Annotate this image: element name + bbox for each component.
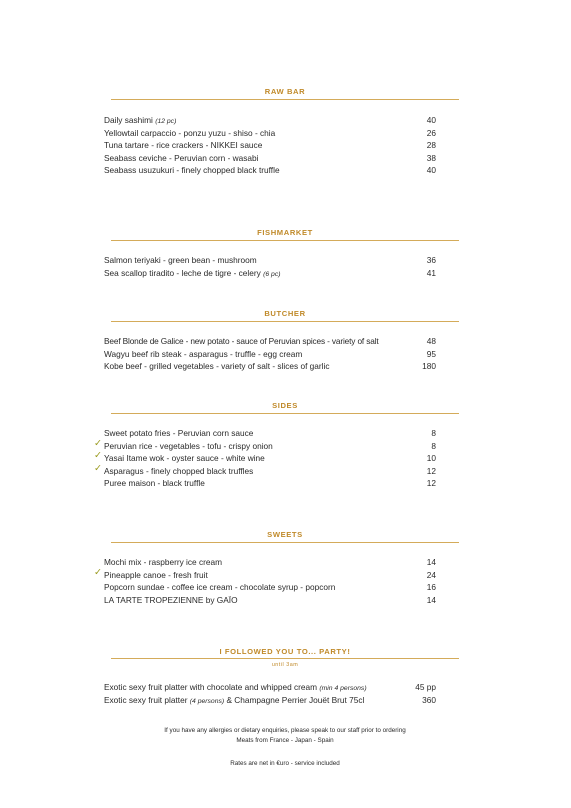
item-price: 14 [426,594,436,605]
item-price: 41 [426,267,436,278]
item-name: Seabass usuzukuri - finely chopped black truffle [104,165,280,175]
menu-item [94,437,436,452]
menu-item [104,556,436,568]
item-name: Yasai Itame wok - oyster sauce - white wine [104,453,265,463]
section-title-fishmarket: FISHMARKET [257,228,313,237]
section-divider [111,542,459,543]
item-price: 36 [426,255,436,265]
menu-item [104,164,436,176]
item-price: 38 [426,152,436,163]
item-name: Wagyu beef rib steak - asparagus - truffle - egg cream [104,348,303,359]
menu-item [94,462,436,477]
item-price: 26 [426,127,436,138]
item-name: Exotic sexy fruit platter (4 persons) & Champagne Perrier Jouët Brut 75cl [104,694,365,705]
item-price: 360 [422,694,436,705]
checkmark-icon: ✓ [94,566,102,578]
menu-item [104,594,436,606]
item-name: Sweet potato fries - Peruvian corn sauce [104,428,254,438]
menu-item [94,450,436,464]
item-name: Yellowtail carpaccio - ponzu yuzu - shiso - chia [104,127,276,138]
section-title-butcher: BUTCHER [264,309,306,318]
item-price: 14 [426,557,436,567]
section-title-party: I FOLLOWED YOU TO... PARTY! [219,647,351,656]
item-price: 180 [422,361,436,371]
rates-note: Rates are net in €uro - service included [230,760,340,767]
section-title-sides: SIDES [272,401,298,410]
item-name: Popcorn sundae - coffee ice cream - chocolate syrup - popcorn [104,582,336,592]
checkmark-icon: ✓ [94,450,102,461]
item-name: Exotic sexy fruit platter with chocolate and whipped cream (min 4 persons) [104,682,367,692]
item-name: Peruvian rice - vegetables - tofu - crispy onion [104,440,273,451]
item-price: 8 [431,440,436,451]
checkmark-icon: ✓ [94,437,102,449]
menu-item [104,335,436,347]
section-divider [111,321,459,322]
menu-item [104,681,436,693]
section-divider [111,99,459,100]
item-note: (12 pc) [155,118,177,125]
menu-item [104,139,436,151]
item-price: 95 [426,348,436,359]
section-divider [111,240,459,241]
menu-item [104,127,436,139]
menu-item [104,114,436,126]
item-price: 28 [426,140,436,150]
section-subtitle: until 3am [271,662,299,668]
item-price: 16 [426,582,436,592]
item-name: Puree maison - black truffle [104,478,205,488]
item-name: Asparagus - finely chopped black truffles [104,465,254,476]
section-divider [111,413,459,414]
menu-item [104,694,436,706]
menu-item [104,427,436,439]
item-price: 24 [426,569,436,580]
allergy-notice: If you have any allergies or dietary enquiries, please speak to our staff prior to ordering [164,727,406,734]
item-price: 10 [426,453,436,463]
item-price: 12 [426,478,436,488]
menu-item [104,581,436,593]
item-price: 8 [431,428,436,438]
item-name: Seabass ceviche - Peruvian corn - wasabi [104,152,259,163]
item-name: Tuna tartare - rice crackers - NIKKEI sauce [104,140,263,150]
item-note: (min 4 persons) [319,685,367,692]
menu-item [94,566,436,581]
item-price: 40 [426,165,436,175]
menu-item [104,360,436,372]
item-note: (4 persons) [189,697,225,705]
item-name: Daily sashimi (12 pc) [104,115,177,125]
item-price: 12 [426,465,436,476]
item-name: Kobe beef - grilled vegetables - variety of salt - slices of garlic [104,361,330,371]
item-note: (6 pc) [263,270,281,278]
checkmark-icon: ✓ [94,462,102,474]
menu-item [104,254,436,266]
item-name: Sea scallop tiradito - leche de tigre - celery (6 pc) [104,267,281,278]
item-name: LA TARTE TROPEZIENNE by GAÏO [104,594,238,605]
item-price: 48 [426,336,436,346]
menu-item [104,477,436,489]
item-name: Salmon teriyaki - green bean - mushroom [104,255,257,265]
menu-item [104,348,436,360]
item-name: Mochi mix - raspberry ice cream [104,557,223,567]
meat-origin-note: Meats from France - Japan - Spain [236,737,334,744]
section-divider [111,658,459,659]
item-price: 40 [426,115,436,125]
item-price: 45 pp [415,682,436,692]
menu-item [104,267,436,279]
section-title-raw-bar: RAW BAR [264,87,306,96]
item-name: Pineapple canoe - fresh fruit [104,569,208,580]
section-title-sweets: SWEETS [267,530,303,539]
menu-item [104,152,436,164]
item-name: Beef Blonde de Galice - new potato - sauce of Peruvian spices - variety of salt [104,336,379,346]
